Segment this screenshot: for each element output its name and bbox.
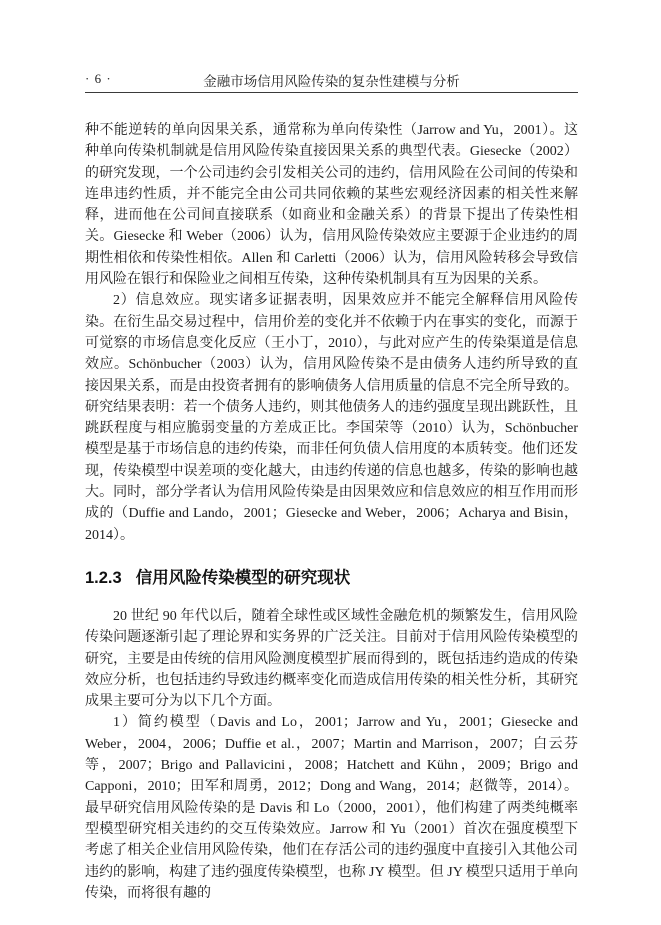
paragraph-reduced-form-models: 1）简约模型（Davis and Lo，2001；Jarrow and Yu，2001；Giesecke and Weber，2004，2006；Duffie et al.，2007；Martin and Marrison，2007；白云芬等，2007；Brigo and Pallavicini，2008；Hatchett and Kühn，2009；Brigo and Capponi，2010；田军和周勇，2012；Dong and Wang，2014；赵微等，2014）。最早研究信用风险传染的是 Davis 和 Lo（2000，2001），他们构建了两类纯概率型模型研究相关违约的交互传染效应。Jarrow 和 Yu（2001）首次在强度模型下考虑了相关企业信用风险传染，他们在存活公司的违约强度中直接引入其他公司违约的影响，构建了违约强度传染模型，也称 JY 模型。但 JY 模型只适用于单向传染，而将很有趣的 <box>85 715 578 901</box>
page-number: · 6 · <box>85 71 112 86</box>
paragraph-research-status: 20 世纪 90 年代以后，随着全球性或区域性金融危机的频繁发生，信用风险传染问题逐渐引起了理论界和实务界的广泛关注。目前对于信用风险传染模型的研究，主要是由传统的信用风险测度模型扩展而得到的，既包括违约造成的传染效应分析，也包括违约导致违约概率变化而造成信用传染的相关性分析，其研究成果主要可分为以下几个方面。 <box>85 608 578 710</box>
section-number: 1.2.3 <box>85 568 122 587</box>
section-heading <box>85 567 578 589</box>
running-title: 金融市场信用风险传染的复杂性建模与分析 <box>203 74 460 89</box>
document-body <box>85 120 578 904</box>
paragraph-continuation: 种不能逆转的单向因果关系，通常称为单向传染性（Jarrow and Yu，2001）。这种单向传染机制就是信用风险传染直接因果关系的典型代表。Giesecke（2002）的研究发现，一个公司违约会引发相关公司的违约，信用风险在公司间的传染和连串违约性质，并不能完全由公司共同依赖的某些宏观经济因素的相关性来解释，进而他在公司间直接联系（如商业和金融关系）的背景下提出了传染性相关。Giesecke 和 Weber（2006）认为，信用风险传染效应主要源于企业违约的周期性相依和传染性相依。Allen 和 Carletti（2006）认为，信用风险转移会导致信用风险在银行和保险业之间相互传染，这种传染机制具有互为因果的关系。 <box>85 123 578 288</box>
page-header <box>85 70 578 93</box>
paragraph-information-effect: 2）信息效应。现实诸多证据表明，因果效应并不能完全解释信用风险传染。在衍生品交易过程中，信用价差的变化并不依赖于内在事实的变化，而源于可觉察的市场信息变化反应（王小丁，2010），与此对应产生的传染渠道是信息效应。Schönbucher（2003）认为，信用风险传染不是由债务人违约所导致的直接因果关系，而是由投资者拥有的影响债务人信用质量的信息不完全所导致的。研究结果表明：若一个债务人违约，则其他债务人的违约强度呈现出跳跃性，且跳跃程度与相应脆弱变量的方差成正比。李国荣等（2010）认为，Schönbucher 模型是基于市场信息的违约传染，而非任何负债人信用度的本质转变。他们还发现，传染模型中误差项的变化越大，由违约传递的信息也越多，传染的影响也越大。同时，部分学者认为信用风险传染是由因果效应和信息效应的相互作用而形成的（Duffie and Lando，2001；Giesecke and Weber，2006；Acharya and Bisin，2014）。 <box>85 293 578 543</box>
section-title: 信用风险传染模型的研究现状 <box>135 568 351 587</box>
content-area <box>85 70 578 904</box>
